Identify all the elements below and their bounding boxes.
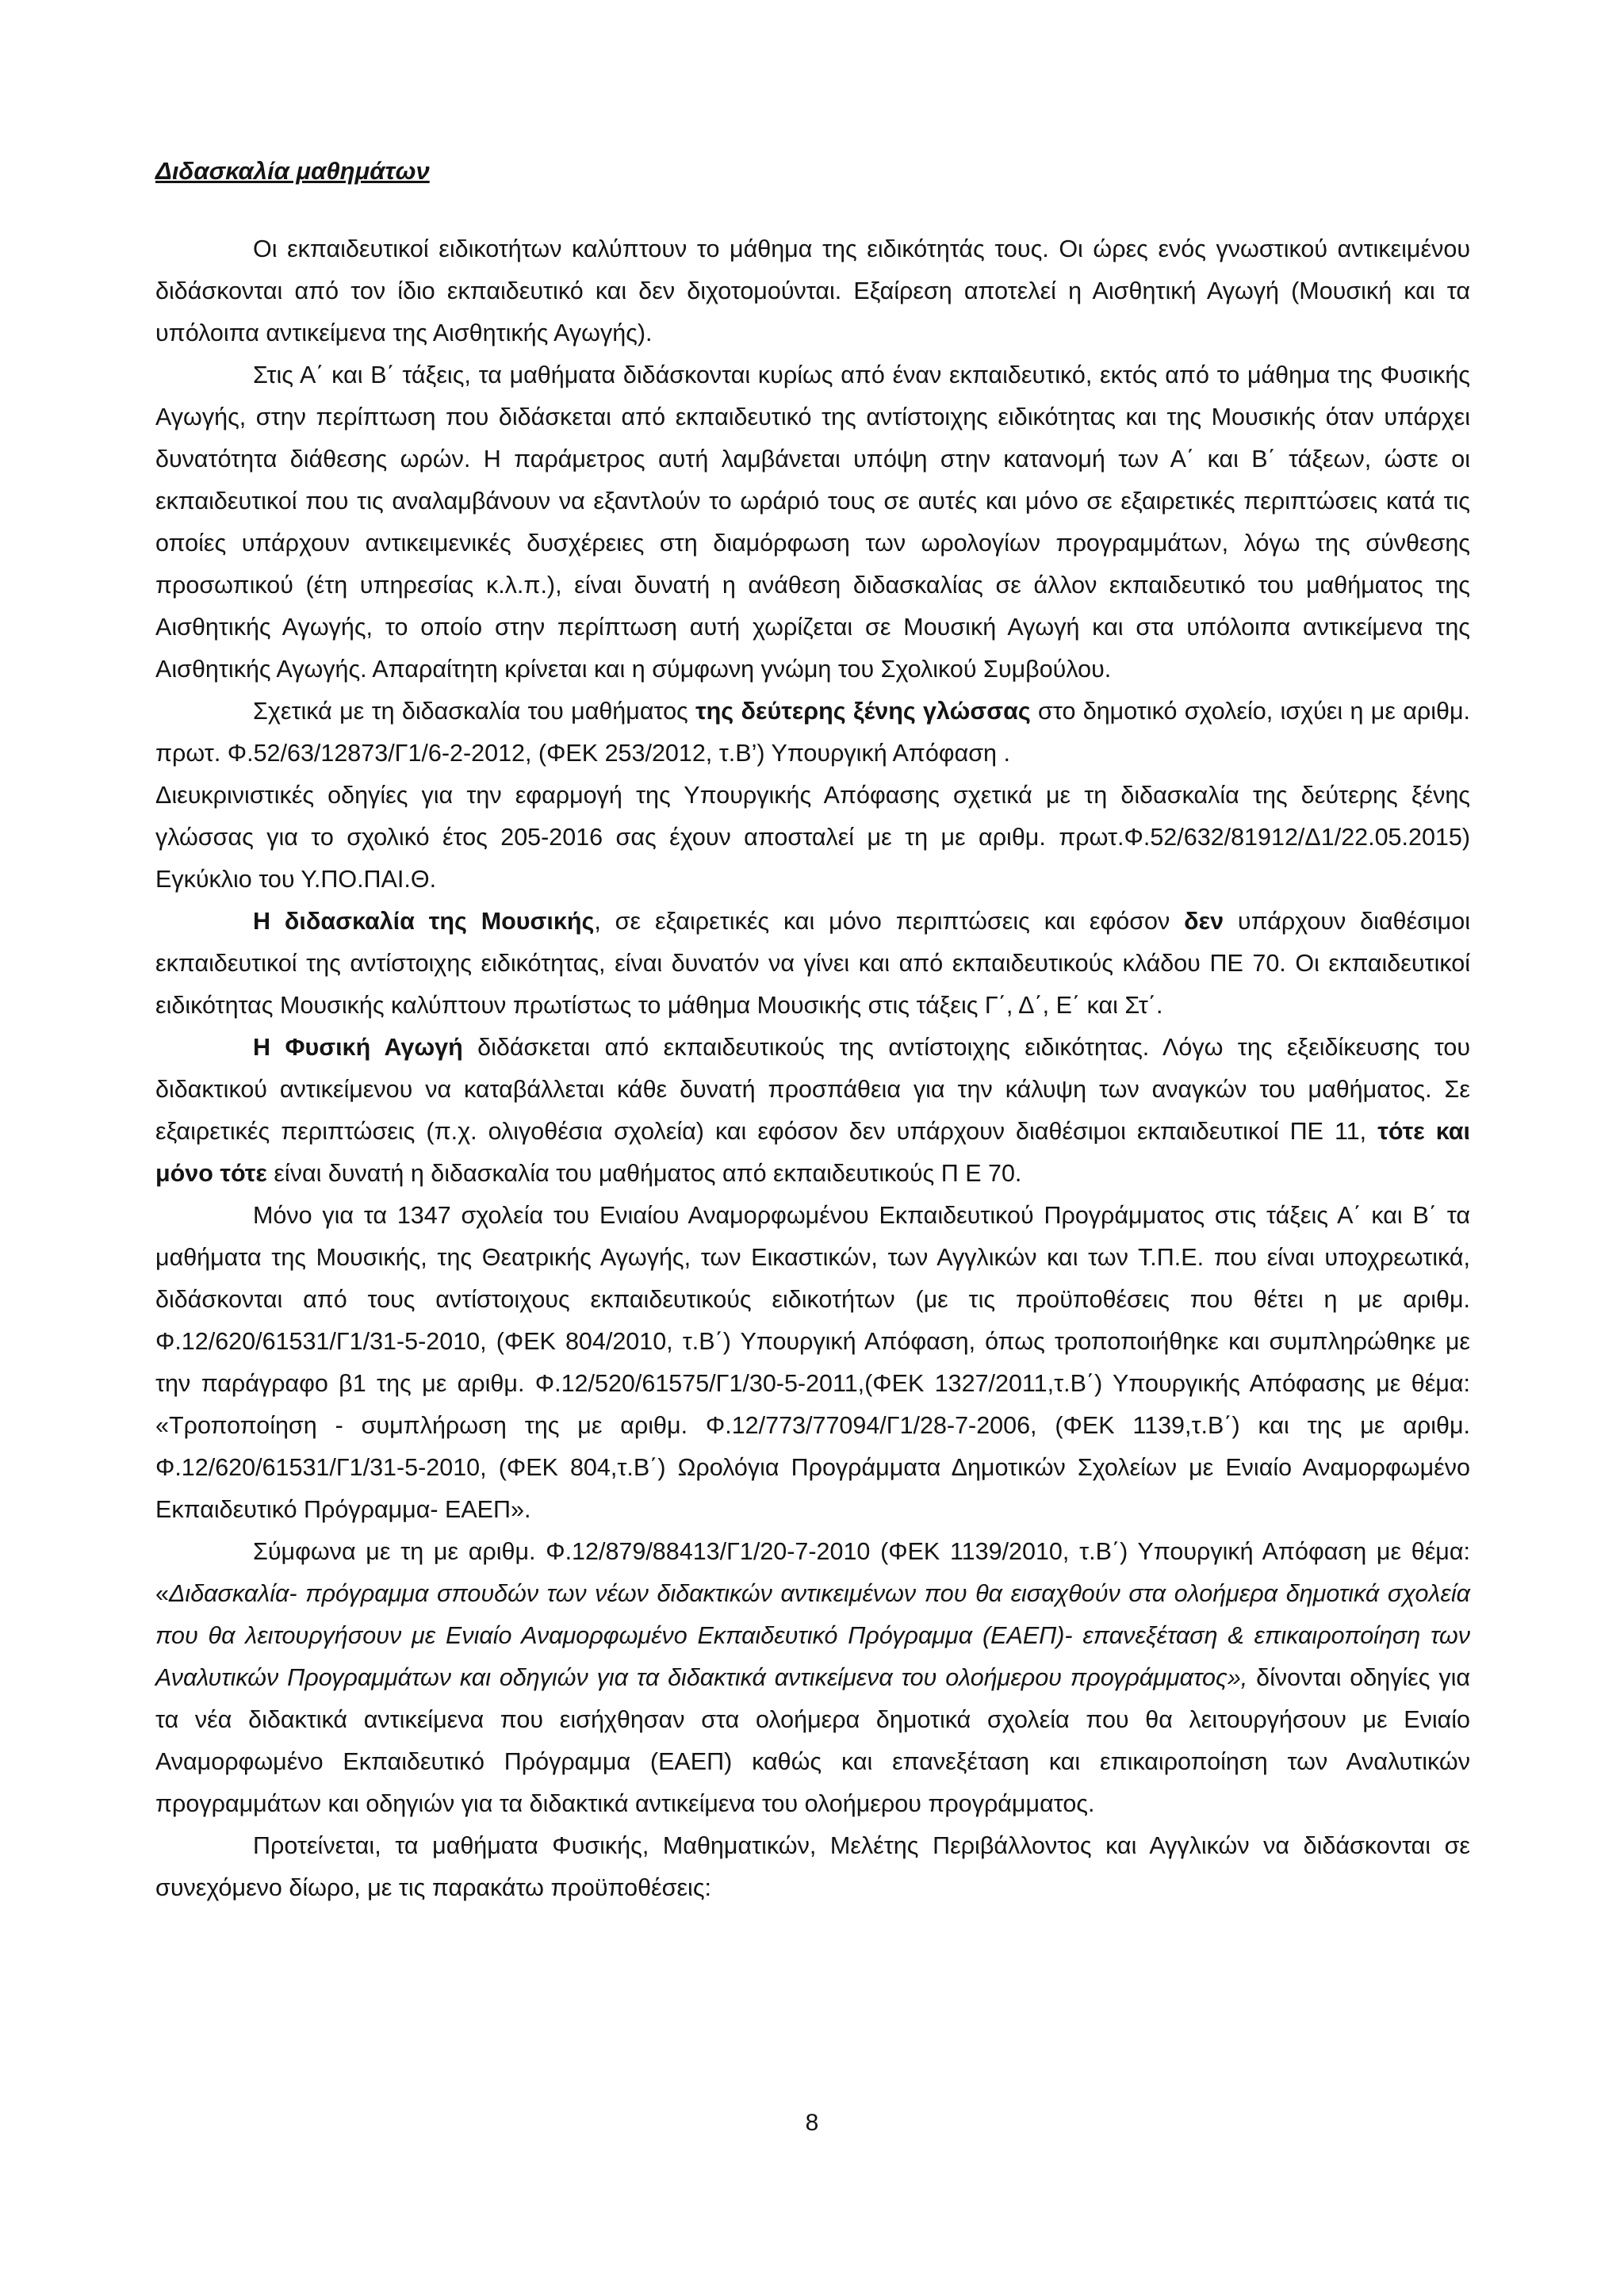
paragraph-8-text: Σύμφωνα με τη με αριθμ. Φ.12/879/88413/Γ1/20-7-2010 (ΦΕΚ 1139/2010, τ.Β΄) Υπουργική Απόφαση με θέμα: « bbox=[155, 1538, 1470, 1607]
paragraph-6-bold-emphasis: τότε και μόνο τότε bbox=[155, 1118, 1470, 1187]
paragraph-5-bold-den: δεν bbox=[1184, 908, 1224, 935]
paragraph-5-bold-lead: Η διδασκαλία της Μουσικής bbox=[253, 908, 595, 935]
paragraph-3-bold: της δεύτερης ξένης γλώσσας bbox=[695, 698, 1031, 725]
paragraph-6-text-end: είναι δυνατή η διδασκαλία του μαθήματος από εκπαιδευτικούς Π Ε 70. bbox=[266, 1160, 1022, 1187]
paragraph-6-text: διδάσκεται από εκπαιδευτικούς της αντίστοιχης ειδικότητας. Λόγω της εξειδίκευσης του διδακτικού αντικείμενου να καταβάλλεται κάθε δυνατή προσπάθεια για την κάλυψη των αναγκών του μαθήματος. Σε εξαιρετικές περιπτώσεις (π.χ. ολιγοθέσια σχολεία) και εφόσον δεν υπάρχουν διαθέσιμοι εκπαιδευτικοί ΠΕ 11, bbox=[155, 1034, 1470, 1145]
paragraph-6-bold-lead: Η Φυσική Αγωγή bbox=[253, 1034, 463, 1061]
paragraph-3-text: Σχετικά με τη διδασκαλία του μαθήματος bbox=[253, 698, 696, 725]
paragraph-6 bbox=[155, 1027, 1470, 1195]
paragraph-9: Προτείνεται, τα μαθήματα Φυσικής, Μαθηματικών, Μελέτης Περιβάλλοντος και Αγγλικών να διδάσκονται σε συνεχόμενο δίωρο, με τις παρακάτω προϋποθέσεις: bbox=[155, 1832, 1470, 1901]
paragraph-2: Στις Α΄ και Β΄ τάξεις, τα μαθήματα διδάσκονται κυρίως από έναν εκπαιδευτικό, εκτός από το μάθημα της Φυσικής Αγωγής, στην περίπτωση που διδάσκεται από εκπαιδευτικό της αντίστοιχης ειδικότητας και της Μουσικής όταν υπάρχει δυνατότητα διάθεσης ωρών. Η παράμετρος αυτή λαμβάνεται υπόψη στην κατανομή των Α΄ και Β΄ τάξεων, ώστε οι εκπαιδευτικοί που τις αναλαμβάνουν να εξαντλούν το ωράριό τους σε αυτές και μόνο σε εξαιρετικές περιπτώσεις κατά τις οποίες υπάρχουν αντικειμενικές δυσχέρειες στη διαμόρφωση των ωρολογίων προγραμμάτων, λόγω της σύνθεσης προσωπικού (έτη υπηρεσίας κ.λ.π.), είναι δυνατή η ανάθεση διδασκαλίας σε άλλον εκπαιδευτικό του μαθήματος της Αισθητικής Αγωγής, το οποίο στην περίπτωση αυτή χωρίζεται σε Μουσική Αγωγή και στα υπόλοιπα αντικείμενα της Αισθητικής Αγωγής. Απαραίτητη κρίνεται και η σύμφωνη γνώμη του Σχολικού Συμβούλου. bbox=[155, 362, 1470, 683]
paragraph-4: Διευκρινιστικές οδηγίες για την εφαρμογή της Υπουργικής Απόφασης σχετικά με τη διδασκαλία της δεύτερης ξένης γλώσσας για το σχολικό έτος 205-2016 σας έχουν αποσταλεί με τη με αριθμ. πρωτ.Φ.52/632/81912/Δ1/22.05.2015) Εγκύκλιο του Υ.ΠΟ.ΠΑΙ.Θ. bbox=[155, 782, 1470, 893]
paragraph-5 bbox=[155, 901, 1470, 1027]
paragraph-8-italic-title: Διδασκαλία- πρόγραμμα σπουδών των νέων διδακτικών αντικειμένων που θα εισαχθούν στα ολοήμερα δημοτικά σχολεία που θα λειτουργήσουν με Ενιαίο Αναμορφωμένο Εκπαιδευτικό Πρόγραμμα (ΕΑΕΠ)- επανεξέταση & επικαιροποίηση των Αναλυτικών Προγραμμάτων και οδηγιών για τα διδακτικά αντικείμενα του ολοήμερου προγράμματος», bbox=[155, 1580, 1470, 1691]
paragraph-8 bbox=[155, 1531, 1470, 1825]
page-number: 8 bbox=[805, 2110, 819, 2136]
paragraph-3 bbox=[155, 691, 1470, 775]
paragraph-3-text-end: στο δημοτικό σχολείο, ισχύει η με αριθμ. πρωτ. Φ.52/63/12873/Γ1/6-2-2012, (ΦΕΚ 253/2012, τ.Β’) Υπουργική Απόφαση . bbox=[155, 698, 1470, 767]
paragraph-1: Οι εκπαιδευτικοί ειδικοτήτων καλύπτουν το μάθημα της ειδικότητάς τους. Οι ώρες ενός γνωστικού αντικειμένου διδάσκονται από τον ίδιο εκπαιδευτικό και δεν διχοτομούνται. Εξαίρεση αποτελεί η Αισθητική Αγωγή (Μουσική και τα υπόλοιπα αντικείμενα της Αισθητικής Αγωγής). bbox=[155, 235, 1470, 346]
paragraph-5-text: , σε εξαιρετικές και μόνο περιπτώσεις και εφόσον bbox=[594, 908, 1185, 935]
paragraph-7: Μόνο για τα 1347 σχολεία του Ενιαίου Αναμορφωμένου Εκπαιδευτικού Προγράμματος στις τάξεις Α΄ και Β΄ τα μαθήματα της Μουσικής, της Θεατρικής Αγωγής, των Εικαστικών, των Αγγλικών και των Τ.Π.Ε. που είναι υποχρεωτικά, διδάσκονται από τους αντίστοιχους εκπαιδευτικούς ειδικοτήτων (με τις προϋποθέσεις που θέτει η με αριθμ. Φ.12/620/61531/Γ1/31-5-2010, (ΦΕΚ 804/2010, τ.Β΄) Υπουργική Απόφαση, όπως τροποποιήθηκε και συμπληρώθηκε με την παράγραφο β1 της με αριθμ. Φ.12/520/61575/Γ1/30-5-2011,(ΦΕΚ 1327/2011,τ.Β΄) Υπουργικής Απόφασης με θέμα: «Τροποποίηση - συμπλήρωση της με αριθμ. Φ.12/773/77094/Γ1/28-7-2006, (ΦΕΚ 1139,τ.Β΄) και της με αριθμ. Φ.12/620/61531/Γ1/31-5-2010, (ΦΕΚ 804,τ.Β΄) Ωρολόγια Προγράμματα Δημοτικών Σχολείων με Ενιαίο Αναμορφωμένο Εκπαιδευτικό Πρόγραμμα- ΕΑΕΠ». bbox=[155, 1202, 1470, 1523]
paragraph-5-text-end: υπάρχουν διαθέσιμοι εκπαιδευτικοί της αντίστοιχης ειδικότητας, είναι δυνατόν να γίνει και από εκπαιδευτικούς κλάδου ΠΕ 70. Οι εκπαιδευτικοί ειδικότητας Μουσικής καλύπτουν πρωτίστως το μάθημα Μουσικής στις τάξεις Γ΄, Δ΄, Ε΄ και Στ΄. bbox=[155, 908, 1470, 1019]
section-heading: Διδασκαλία μαθημάτων bbox=[155, 157, 430, 185]
document-page bbox=[155, 155, 1470, 1909]
paragraph-8-text-end: δίνονται οδηγίες για τα νέα διδακτικά αντικείμενα που εισήχθησαν στα ολοήμερα δημοτικά σχολεία που θα λειτουργήσουν με Ενιαίο Αναμορφωμένο Εκπαιδευτικό Πρόγραμμα (ΕΑΕΠ) καθώς και επανεξέταση και επικαιροποίηση των Αναλυτικών προγραμμάτων και οδηγιών για τα διδακτικά αντικείμενα του ολοήμερου προγράμματος. bbox=[155, 1664, 1470, 1817]
